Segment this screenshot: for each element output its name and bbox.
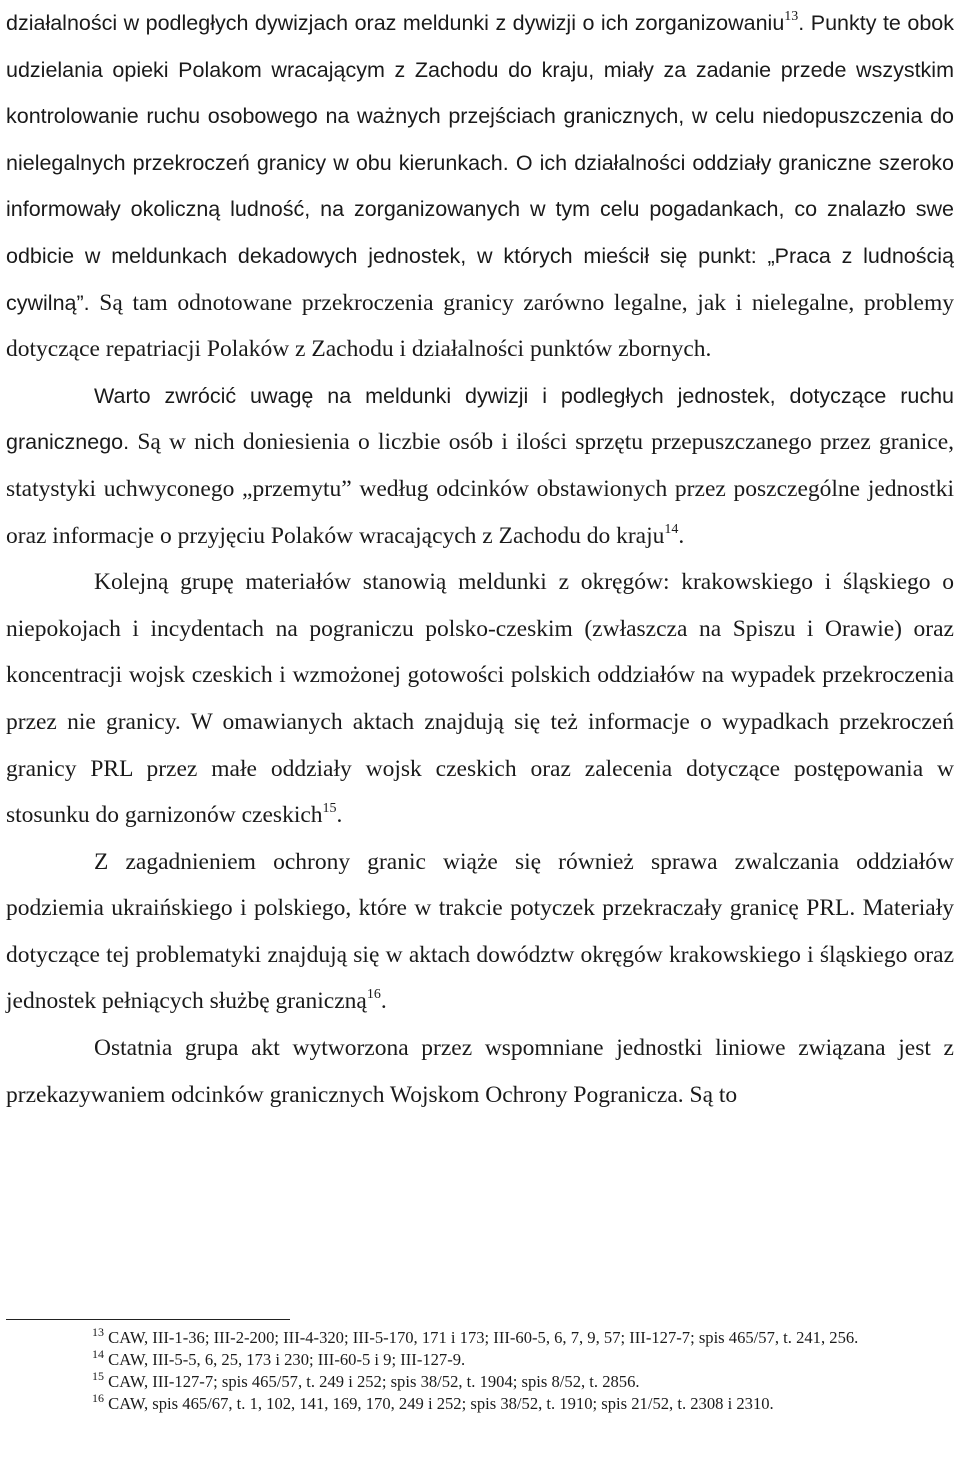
footnote-text: CAW, III-1-36; III-2-200; III-4-320; III-5-170, 171 i 173; III-60-5, 6, 7, 9, 57; III-127-7; spis 465/57, t. 241, 256. (104, 1328, 859, 1347)
footnote-ref-14: 14 (664, 521, 679, 537)
footnotes (6, 1327, 954, 1415)
paragraph-1 (6, 0, 954, 373)
body-text (6, 0, 954, 1118)
paragraph-3 (6, 559, 954, 839)
footnote-number: 16 (92, 1391, 104, 1405)
footnote-separator (6, 1319, 290, 1320)
footnote-number: 15 (92, 1369, 104, 1383)
footnote-text: CAW, III-5-5, 6, 25, 173 i 230; III-60-5 i 9; III-127-9. (104, 1350, 466, 1369)
paragraph-4-text: Z zagadnieniem ochrony granic wiąże się również sprawa zwalczania oddziałów podziemia ukraińskiego i polskiego, które w trakcie potyczek przekraczały granicę PRL. Materiały dotyczące tej problematyki znajdują się w aktach dowództw okręgów krakowskiego i śląskiego oraz jednostek pełniących służbę graniczną (6, 848, 954, 1015)
paragraph-2-serif-text: Są w nich doniesienia o liczbie osób i ilości sprzętu przepuszczanego przez granice, statystyki uchwyconego „przemytu” według odcinków obstawionych przez poszczególne jednostki oraz informacje o przyjęciu Polaków wracających z Zachodu do kraju (6, 429, 954, 549)
paragraph-2-end: . (678, 522, 685, 549)
footnote-13 (6, 1327, 954, 1349)
footnote-number: 14 (92, 1347, 104, 1361)
footnote-ref-13: 13 (784, 9, 799, 24)
paragraph-4-end: . (380, 988, 387, 1015)
paragraph-5: Ostatnia grupa akt wytworzona przez wspomniane jednostki liniowe związana jest z przekazywaniem odcinków granicznych Wojskom Ochrony Pogranicza. Są to (6, 1035, 954, 1108)
footnote-text: CAW, spis 465/67, t. 1, 102, 141, 169, 170, 249 i 252; spis 38/52, t. 1910; spis 21/52, t. 2308 i 2310. (104, 1394, 774, 1413)
paragraph-2 (6, 373, 954, 559)
footnote-15 (6, 1371, 954, 1393)
footnote-number: 13 (92, 1325, 104, 1339)
paragraph-3-end: . (336, 802, 343, 829)
paragraph-1-sans-text: działalności w podległych dywizjach oraz meldunki z dywizji o ich zorganizowaniu (6, 11, 785, 35)
paragraph-2-sans-text: Warto zwrócić uwagę na meldunki dywizji i podległych jednostek, dotyczące ruchu granicznego. (6, 383, 954, 455)
paragraph-4 (6, 839, 954, 1025)
footnote-ref-16: 16 (366, 987, 381, 1003)
footnote-14 (6, 1349, 954, 1371)
footnote-text: CAW, III-127-7; spis 465/57, t. 249 i 252; spis 38/52, t. 1904; spis 8/52, t. 2856. (104, 1372, 640, 1391)
paragraph-1-serif-text: Są tam odnotowane przekroczenia granicy zarówno legalne, jak i nielegalne, problemy dotyczące repatriacji Polaków z Zachodu i działalności punktów zbornych. (6, 289, 954, 363)
paragraph-1-sans-text-cont: . Punkty te obok udzielania opieki Polakom wracającym z Zachodu do kraju, miały za zadanie przede wszystkim kontrolowanie ruchu osobowego na ważnych przejściach granicznych, w celu niedopuszczenia do nielegalnych przekroczeń granicy w obu kierunkach. O ich działalności oddziały graniczne szeroko informowały okoliczną ludność, na zorganizowanych w tym celu pogadankach, co znalazło swe odbicie w meldunkach dekadowych jednostek, w których mieścił się punkt: „Praca z ludnością cywilną”. (6, 11, 954, 315)
footnote-ref-15: 15 (322, 801, 337, 817)
paragraph-3-text: Kolejną grupę materiałów stanowią meldunki z okręgów: krakowskiego i śląskiego o niepokojach i incydentach na pograniczu polsko-czeskim (zwłaszcza na Spiszu i Orawie) oraz koncentracji wojsk czeskich i wzmożonej gotowości polskich oddziałów na wypadek przekroczenia przez nie granicy. W omawianych aktach znajdują się też informacje o wypadkach przekroczeń granicy PRL przez małe oddziały wojsk czeskich oraz zalecenia dotyczące postępowania w stosunku do garnizonów czeskich (6, 569, 954, 829)
document-page (6, 0, 954, 1413)
footnote-16 (6, 1393, 954, 1415)
